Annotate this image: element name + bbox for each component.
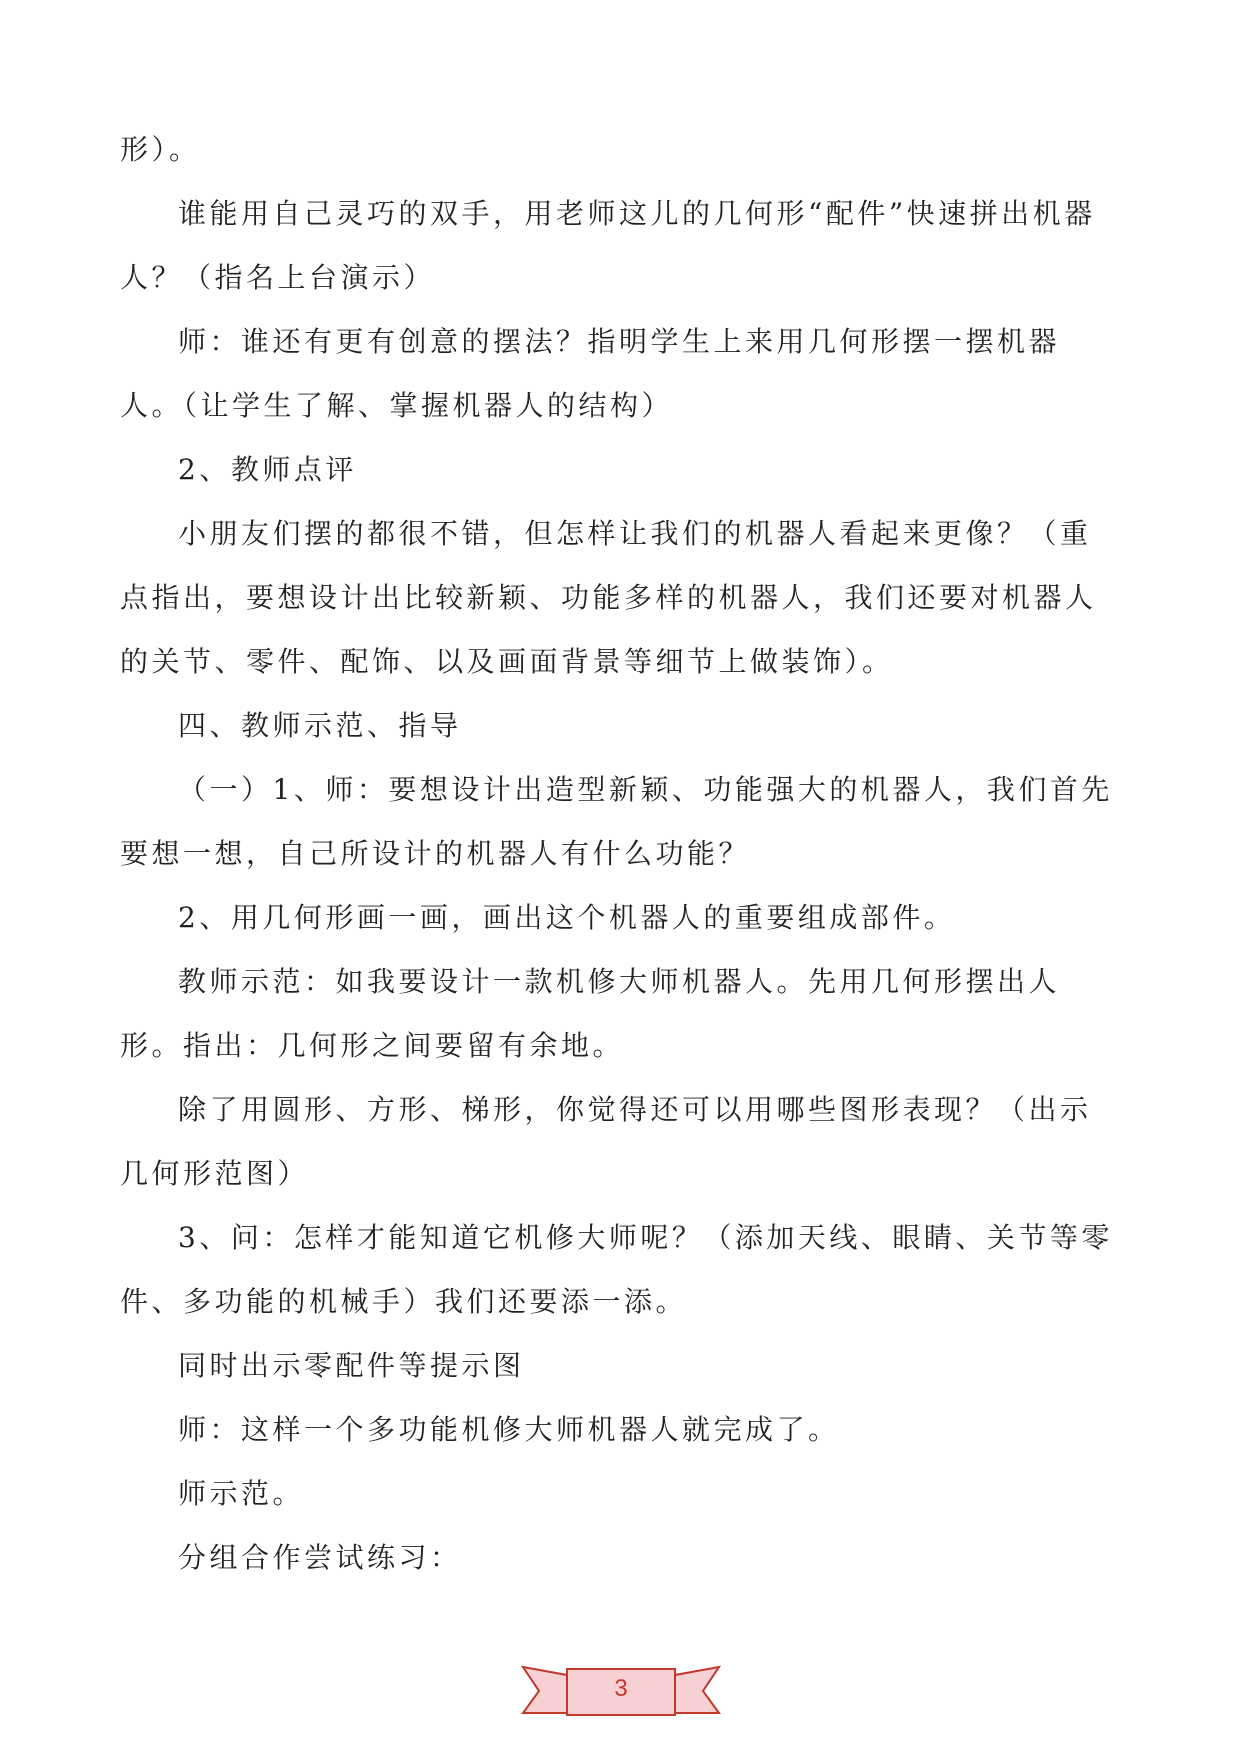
page-number: 3 <box>614 1675 628 1702</box>
paragraph: 师示范。 <box>178 1477 305 1510</box>
document-body <box>120 118 1120 1590</box>
paragraph: 形）。 <box>120 133 201 166</box>
paragraph: 除了用圆形、方形、梯形，你觉得还可以用哪些图形表现？（出示几何形范图） <box>120 1093 1092 1190</box>
paragraph: 2、用几何形画一画，画出这个机器人的重要组成部件。 <box>178 901 956 934</box>
paragraph: 师：谁还有更有创意的摆法？指明学生上来用几何形摆一摆机器人。（让学生了解、掌握机器人的结构） <box>120 325 1061 422</box>
paragraph: 分组合作尝试练习： <box>178 1541 462 1574</box>
paragraph: 教师示范：如我要设计一款机修大师机器人。先用几何形摆出人形。指出：几何形之间要留有余地。 <box>120 965 1061 1062</box>
section-heading: 2、教师点评 <box>178 453 357 486</box>
section-heading: 四、教师示范、指导 <box>178 709 462 742</box>
page-number-ribbon <box>515 1655 727 1725</box>
paragraph: 同时出示零配件等提示图 <box>178 1349 525 1382</box>
paragraph: 3、问：怎样才能知道它机修大师呢？（添加天线、眼睛、关节等零件、多功能的机械手）我们还要添一添。 <box>120 1221 1113 1318</box>
paragraph: （一）1、师：要想设计出造型新颖、功能强大的机器人，我们首先要想一想，自己所设计的机器人有什么功能？ <box>120 773 1113 870</box>
paragraph: 小朋友们摆的都很不错，但怎样让我们的机器人看起来更像？（重点指出，要想设计出比较新颖、功能多样的机器人，我们还要对机器人的关节、零件、配饰、以及画面背景等细节上做装饰）。 <box>120 517 1097 678</box>
paragraph: 师：这样一个多功能机修大师机器人就完成了。 <box>178 1413 840 1446</box>
paragraph: 谁能用自己灵巧的双手，用老师这儿的几何形“配件”快速拼出机器人？（指名上台演示） <box>120 197 1096 294</box>
